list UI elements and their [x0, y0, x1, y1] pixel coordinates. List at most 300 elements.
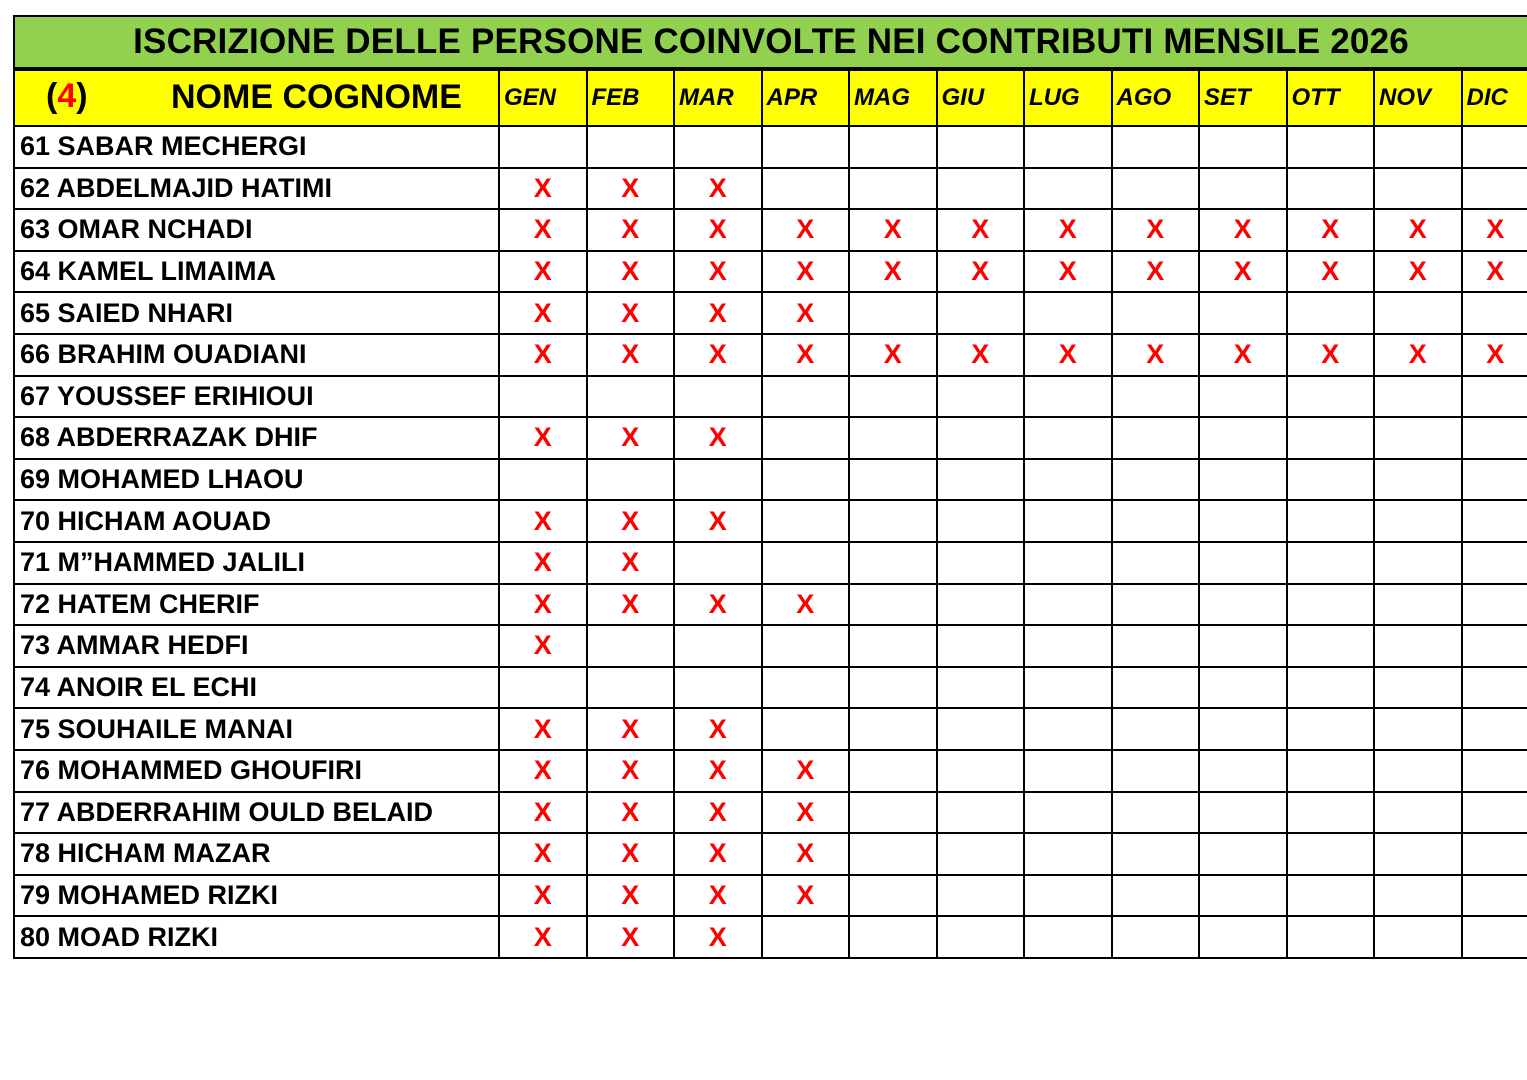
empty-cell[interactable]: [1374, 584, 1462, 626]
empty-cell[interactable]: [1199, 376, 1287, 418]
empty-cell[interactable]: [937, 126, 1025, 168]
empty-cell[interactable]: [1024, 792, 1112, 834]
payment-mark[interactable]: X: [849, 209, 937, 251]
empty-cell[interactable]: [1112, 916, 1200, 958]
empty-cell[interactable]: [762, 625, 850, 667]
group-number: (4): [46, 77, 88, 115]
empty-cell[interactable]: [1462, 916, 1527, 958]
empty-cell[interactable]: [762, 459, 850, 501]
payment-mark[interactable]: X: [1287, 209, 1375, 251]
empty-cell[interactable]: [1024, 916, 1112, 958]
payment-mark[interactable]: X: [587, 292, 675, 334]
empty-cell[interactable]: [1199, 875, 1287, 917]
payment-mark[interactable]: X: [674, 334, 762, 376]
payment-mark[interactable]: X: [499, 792, 587, 834]
payment-mark[interactable]: X: [849, 251, 937, 293]
payment-mark[interactable]: X: [499, 584, 587, 626]
payment-mark[interactable]: X: [762, 251, 850, 293]
empty-cell[interactable]: [674, 625, 762, 667]
month-header-nov: NOV: [1374, 70, 1462, 126]
empty-cell[interactable]: [587, 625, 675, 667]
empty-cell[interactable]: [1462, 376, 1527, 418]
empty-cell[interactable]: [849, 292, 937, 334]
empty-cell[interactable]: [1024, 875, 1112, 917]
empty-cell[interactable]: [499, 459, 587, 501]
empty-cell[interactable]: [1462, 500, 1527, 542]
empty-cell[interactable]: [1199, 833, 1287, 875]
payment-mark[interactable]: X: [674, 251, 762, 293]
month-header-mar: MAR: [674, 70, 762, 126]
empty-cell[interactable]: [849, 459, 937, 501]
member-name: 80 MOAD RIZKI: [14, 916, 499, 958]
empty-cell[interactable]: [1287, 625, 1375, 667]
empty-cell[interactable]: [1462, 126, 1527, 168]
payment-mark[interactable]: X: [674, 500, 762, 542]
payment-mark[interactable]: X: [587, 792, 675, 834]
member-name: 64 KAMEL LIMAIMA: [14, 251, 499, 293]
payment-mark[interactable]: X: [1374, 334, 1462, 376]
empty-cell[interactable]: [1287, 292, 1375, 334]
month-header-apr: APR: [762, 70, 850, 126]
empty-cell[interactable]: [1374, 168, 1462, 210]
empty-cell[interactable]: [849, 376, 937, 418]
empty-cell[interactable]: [1112, 292, 1200, 334]
empty-cell[interactable]: [1462, 168, 1527, 210]
empty-cell[interactable]: [1024, 168, 1112, 210]
member-name: 72 HATEM CHERIF: [14, 584, 499, 626]
header-row: [14, 70, 1527, 126]
empty-cell[interactable]: [849, 875, 937, 917]
empty-cell[interactable]: [1199, 126, 1287, 168]
empty-cell[interactable]: [1112, 168, 1200, 210]
member-name: 71 M”HAMMED JALILI: [14, 542, 499, 584]
payment-mark[interactable]: X: [762, 292, 850, 334]
table-row: [14, 708, 1527, 750]
table-row: [14, 334, 1527, 376]
empty-cell[interactable]: [587, 667, 675, 709]
contributions-table: [13, 69, 1527, 959]
table-row: [14, 875, 1527, 917]
payment-mark[interactable]: X: [937, 209, 1025, 251]
empty-cell[interactable]: [1024, 750, 1112, 792]
payment-mark[interactable]: X: [674, 792, 762, 834]
payment-mark[interactable]: X: [762, 750, 850, 792]
payment-mark[interactable]: X: [1024, 334, 1112, 376]
empty-cell[interactable]: [849, 542, 937, 584]
empty-cell[interactable]: [937, 500, 1025, 542]
empty-cell[interactable]: [1199, 916, 1287, 958]
payment-mark[interactable]: X: [762, 833, 850, 875]
empty-cell[interactable]: [1374, 667, 1462, 709]
empty-cell[interactable]: [937, 292, 1025, 334]
payment-mark[interactable]: X: [674, 916, 762, 958]
table-row: [14, 625, 1527, 667]
member-name: 76 MOHAMMED GHOUFIRI: [14, 750, 499, 792]
empty-cell[interactable]: [937, 584, 1025, 626]
empty-cell[interactable]: [1024, 292, 1112, 334]
empty-cell[interactable]: [1024, 417, 1112, 459]
member-name: 63 OMAR NCHADI: [14, 209, 499, 251]
empty-cell[interactable]: [1374, 792, 1462, 834]
empty-cell[interactable]: [499, 667, 587, 709]
empty-cell[interactable]: [1112, 417, 1200, 459]
empty-cell[interactable]: [1462, 417, 1527, 459]
empty-cell[interactable]: [849, 750, 937, 792]
payment-mark[interactable]: X: [499, 292, 587, 334]
empty-cell[interactable]: [1112, 584, 1200, 626]
empty-cell[interactable]: [762, 500, 850, 542]
payment-mark[interactable]: X: [674, 708, 762, 750]
empty-cell[interactable]: [1112, 750, 1200, 792]
payment-mark[interactable]: X: [674, 209, 762, 251]
empty-cell[interactable]: [1462, 292, 1527, 334]
payment-mark[interactable]: X: [587, 916, 675, 958]
payment-mark[interactable]: X: [1462, 334, 1527, 376]
member-name: 69 MOHAMED LHAOU: [14, 459, 499, 501]
table-row: [14, 459, 1527, 501]
table-row: [14, 292, 1527, 334]
empty-cell[interactable]: [937, 875, 1025, 917]
member-name: 77 ABDERRAHIM OULD BELAID: [14, 792, 499, 834]
empty-cell[interactable]: [1112, 667, 1200, 709]
payment-mark[interactable]: X: [587, 708, 675, 750]
empty-cell[interactable]: [674, 542, 762, 584]
payment-mark[interactable]: X: [587, 833, 675, 875]
empty-cell[interactable]: [1024, 708, 1112, 750]
empty-cell[interactable]: [937, 459, 1025, 501]
contributions-sheet: [13, 15, 1527, 959]
member-name: 66 BRAHIM OUADIANI: [14, 334, 499, 376]
empty-cell[interactable]: [1199, 584, 1287, 626]
member-name: 70 HICHAM AOUAD: [14, 500, 499, 542]
table-row: [14, 126, 1527, 168]
payment-mark[interactable]: X: [1112, 251, 1200, 293]
member-name: 74 ANOIR EL ECHI: [14, 667, 499, 709]
empty-cell[interactable]: [1287, 750, 1375, 792]
empty-cell[interactable]: [1287, 376, 1375, 418]
empty-cell[interactable]: [937, 916, 1025, 958]
empty-cell[interactable]: [1287, 584, 1375, 626]
empty-cell[interactable]: [937, 833, 1025, 875]
empty-cell[interactable]: [1462, 750, 1527, 792]
table-row: [14, 584, 1527, 626]
payment-mark[interactable]: X: [1374, 209, 1462, 251]
empty-cell[interactable]: [587, 376, 675, 418]
empty-cell[interactable]: [1287, 168, 1375, 210]
table-row: [14, 251, 1527, 293]
empty-cell[interactable]: [1024, 542, 1112, 584]
empty-cell[interactable]: [762, 417, 850, 459]
empty-cell[interactable]: [1024, 126, 1112, 168]
payment-mark[interactable]: X: [1199, 334, 1287, 376]
empty-cell[interactable]: [1287, 792, 1375, 834]
payment-mark[interactable]: X: [587, 168, 675, 210]
member-name: 62 ABDELMAJID HATIMI: [14, 168, 499, 210]
payment-mark[interactable]: X: [1199, 251, 1287, 293]
table-row: [14, 833, 1527, 875]
empty-cell[interactable]: [1199, 667, 1287, 709]
empty-cell[interactable]: [1199, 625, 1287, 667]
payment-mark[interactable]: X: [849, 334, 937, 376]
empty-cell[interactable]: [849, 625, 937, 667]
empty-cell[interactable]: [1199, 168, 1287, 210]
month-header-ago: AGO: [1112, 70, 1200, 126]
table-row: [14, 500, 1527, 542]
payment-mark[interactable]: X: [499, 168, 587, 210]
empty-cell[interactable]: [762, 542, 850, 584]
empty-cell[interactable]: [1199, 500, 1287, 542]
month-header-ott: OTT: [1287, 70, 1375, 126]
payment-mark[interactable]: X: [1462, 251, 1527, 293]
empty-cell[interactable]: [1024, 500, 1112, 542]
empty-cell[interactable]: [849, 126, 937, 168]
member-name: 68 ABDERRAZAK DHIF: [14, 417, 499, 459]
empty-cell[interactable]: [762, 168, 850, 210]
empty-cell[interactable]: [849, 916, 937, 958]
empty-cell[interactable]: [1287, 417, 1375, 459]
empty-cell[interactable]: [1112, 792, 1200, 834]
empty-cell[interactable]: [587, 459, 675, 501]
empty-cell[interactable]: [1199, 292, 1287, 334]
empty-cell[interactable]: [937, 168, 1025, 210]
payment-mark[interactable]: X: [587, 417, 675, 459]
name-column-label: NOME COGNOME: [171, 78, 462, 116]
empty-cell[interactable]: [849, 417, 937, 459]
table-row: [14, 209, 1527, 251]
empty-cell[interactable]: [1024, 584, 1112, 626]
empty-cell[interactable]: [1287, 916, 1375, 958]
empty-cell[interactable]: [1287, 542, 1375, 584]
payment-mark[interactable]: X: [499, 500, 587, 542]
member-rows: [14, 126, 1527, 958]
payment-mark[interactable]: X: [499, 209, 587, 251]
sheet-title: ISCRIZIONE DELLE PERSONE COINVOLTE NEI CONTRIBUTI MENSILE 2026: [13, 15, 1527, 69]
member-name: 61 SABAR MECHERGI: [14, 126, 499, 168]
empty-cell[interactable]: [674, 667, 762, 709]
table-row: [14, 667, 1527, 709]
empty-cell[interactable]: [499, 126, 587, 168]
payment-mark[interactable]: X: [674, 750, 762, 792]
empty-cell[interactable]: [1374, 625, 1462, 667]
empty-cell[interactable]: [1199, 792, 1287, 834]
empty-cell[interactable]: [1374, 126, 1462, 168]
payment-mark[interactable]: X: [587, 750, 675, 792]
member-name: 67 YOUSSEF ERIHIOUI: [14, 376, 499, 418]
payment-mark[interactable]: X: [499, 916, 587, 958]
empty-cell[interactable]: [1112, 459, 1200, 501]
empty-cell[interactable]: [674, 459, 762, 501]
empty-cell[interactable]: [1462, 792, 1527, 834]
empty-cell[interactable]: [1374, 376, 1462, 418]
name-column-header: [14, 70, 499, 126]
payment-mark[interactable]: X: [1287, 334, 1375, 376]
empty-cell[interactable]: [1462, 625, 1527, 667]
empty-cell[interactable]: [674, 126, 762, 168]
empty-cell[interactable]: [1374, 417, 1462, 459]
empty-cell[interactable]: [1462, 542, 1527, 584]
payment-mark[interactable]: X: [674, 168, 762, 210]
member-name: 65 SAIED NHARI: [14, 292, 499, 334]
empty-cell[interactable]: [1287, 500, 1375, 542]
payment-mark[interactable]: X: [587, 209, 675, 251]
empty-cell[interactable]: [937, 750, 1025, 792]
empty-cell[interactable]: [937, 376, 1025, 418]
empty-cell[interactable]: [1287, 459, 1375, 501]
empty-cell[interactable]: [1462, 708, 1527, 750]
empty-cell[interactable]: [1199, 417, 1287, 459]
payment-mark[interactable]: X: [674, 417, 762, 459]
empty-cell[interactable]: [1112, 708, 1200, 750]
month-header-mag: MAG: [849, 70, 937, 126]
payment-mark[interactable]: X: [1374, 251, 1462, 293]
empty-cell[interactable]: [1199, 708, 1287, 750]
empty-cell[interactable]: [1199, 750, 1287, 792]
empty-cell[interactable]: [1287, 708, 1375, 750]
empty-cell[interactable]: [1374, 875, 1462, 917]
payment-mark[interactable]: X: [499, 417, 587, 459]
payment-mark[interactable]: X: [499, 542, 587, 584]
empty-cell[interactable]: [1024, 667, 1112, 709]
empty-cell[interactable]: [1112, 542, 1200, 584]
payment-mark[interactable]: X: [499, 334, 587, 376]
empty-cell[interactable]: [1462, 584, 1527, 626]
payment-mark[interactable]: X: [499, 875, 587, 917]
empty-cell[interactable]: [937, 708, 1025, 750]
empty-cell[interactable]: [1462, 667, 1527, 709]
empty-cell[interactable]: [1024, 833, 1112, 875]
empty-cell[interactable]: [1112, 500, 1200, 542]
empty-cell[interactable]: [1374, 750, 1462, 792]
payment-mark[interactable]: X: [1287, 251, 1375, 293]
month-header-feb: FEB: [587, 70, 675, 126]
payment-mark[interactable]: X: [937, 251, 1025, 293]
empty-cell[interactable]: [849, 708, 937, 750]
payment-mark[interactable]: X: [762, 792, 850, 834]
member-name: 78 HICHAM MAZAR: [14, 833, 499, 875]
payment-mark[interactable]: X: [499, 833, 587, 875]
payment-mark[interactable]: X: [1462, 209, 1527, 251]
empty-cell[interactable]: [1287, 126, 1375, 168]
empty-cell[interactable]: [849, 500, 937, 542]
empty-cell[interactable]: [1112, 126, 1200, 168]
payment-mark[interactable]: X: [1024, 251, 1112, 293]
payment-mark[interactable]: X: [674, 875, 762, 917]
month-header-set: SET: [1199, 70, 1287, 126]
empty-cell[interactable]: [1374, 708, 1462, 750]
empty-cell[interactable]: [849, 792, 937, 834]
payment-mark[interactable]: X: [499, 750, 587, 792]
payment-mark[interactable]: X: [1112, 334, 1200, 376]
month-header-dic: DIC: [1462, 70, 1527, 126]
empty-cell[interactable]: [674, 376, 762, 418]
empty-cell[interactable]: [499, 376, 587, 418]
empty-cell[interactable]: [1462, 875, 1527, 917]
empty-cell[interactable]: [937, 792, 1025, 834]
payment-mark[interactable]: X: [674, 584, 762, 626]
payment-mark[interactable]: X: [587, 500, 675, 542]
table-row: [14, 750, 1527, 792]
empty-cell[interactable]: [1112, 875, 1200, 917]
empty-cell[interactable]: [1287, 667, 1375, 709]
empty-cell[interactable]: [1112, 625, 1200, 667]
payment-mark[interactable]: X: [587, 251, 675, 293]
payment-mark[interactable]: X: [587, 542, 675, 584]
empty-cell[interactable]: [1462, 833, 1527, 875]
payment-mark[interactable]: X: [762, 334, 850, 376]
empty-cell[interactable]: [849, 833, 937, 875]
payment-mark[interactable]: X: [587, 584, 675, 626]
empty-cell[interactable]: [1199, 542, 1287, 584]
empty-cell[interactable]: [762, 708, 850, 750]
payment-mark[interactable]: X: [762, 584, 850, 626]
empty-cell[interactable]: [1374, 916, 1462, 958]
table-row: [14, 916, 1527, 958]
empty-cell[interactable]: [1112, 833, 1200, 875]
member-name: 75 SOUHAILE MANAI: [14, 708, 499, 750]
payment-mark[interactable]: X: [587, 334, 675, 376]
empty-cell[interactable]: [762, 126, 850, 168]
payment-mark[interactable]: X: [762, 209, 850, 251]
empty-cell[interactable]: [1374, 542, 1462, 584]
empty-cell[interactable]: [1199, 459, 1287, 501]
empty-cell[interactable]: [1374, 459, 1462, 501]
empty-cell[interactable]: [1374, 500, 1462, 542]
payment-mark[interactable]: X: [762, 875, 850, 917]
empty-cell[interactable]: [587, 126, 675, 168]
empty-cell[interactable]: [762, 916, 850, 958]
empty-cell[interactable]: [937, 542, 1025, 584]
month-header-giu: GIU: [937, 70, 1025, 126]
empty-cell[interactable]: [849, 667, 937, 709]
empty-cell[interactable]: [937, 667, 1025, 709]
empty-cell[interactable]: [1374, 833, 1462, 875]
payment-mark[interactable]: X: [499, 251, 587, 293]
payment-mark[interactable]: X: [1112, 209, 1200, 251]
empty-cell[interactable]: [1287, 875, 1375, 917]
empty-cell[interactable]: [1024, 459, 1112, 501]
payment-mark[interactable]: X: [587, 875, 675, 917]
payment-mark[interactable]: X: [499, 625, 587, 667]
table-row: [14, 417, 1527, 459]
payment-mark[interactable]: X: [674, 292, 762, 334]
empty-cell[interactable]: [762, 376, 850, 418]
empty-cell[interactable]: [937, 625, 1025, 667]
empty-cell[interactable]: [849, 168, 937, 210]
empty-cell[interactable]: [1287, 833, 1375, 875]
payment-mark[interactable]: X: [499, 708, 587, 750]
table-row: [14, 168, 1527, 210]
member-name: 73 AMMAR HEDFI: [14, 625, 499, 667]
empty-cell[interactable]: [762, 667, 850, 709]
empty-cell[interactable]: [937, 417, 1025, 459]
month-header-gen: GEN: [499, 70, 587, 126]
payment-mark[interactable]: X: [1199, 209, 1287, 251]
empty-cell[interactable]: [1374, 292, 1462, 334]
table-row: [14, 542, 1527, 584]
table-row: [14, 376, 1527, 418]
empty-cell[interactable]: [1462, 459, 1527, 501]
member-name: 79 MOHAMED RIZKI: [14, 875, 499, 917]
payment-mark[interactable]: X: [937, 334, 1025, 376]
empty-cell[interactable]: [1112, 376, 1200, 418]
table-row: [14, 792, 1527, 834]
payment-mark[interactable]: X: [674, 833, 762, 875]
empty-cell[interactable]: [1024, 625, 1112, 667]
empty-cell[interactable]: [849, 584, 937, 626]
month-header-lug: LUG: [1024, 70, 1112, 126]
empty-cell[interactable]: [1024, 376, 1112, 418]
payment-mark[interactable]: X: [1024, 209, 1112, 251]
